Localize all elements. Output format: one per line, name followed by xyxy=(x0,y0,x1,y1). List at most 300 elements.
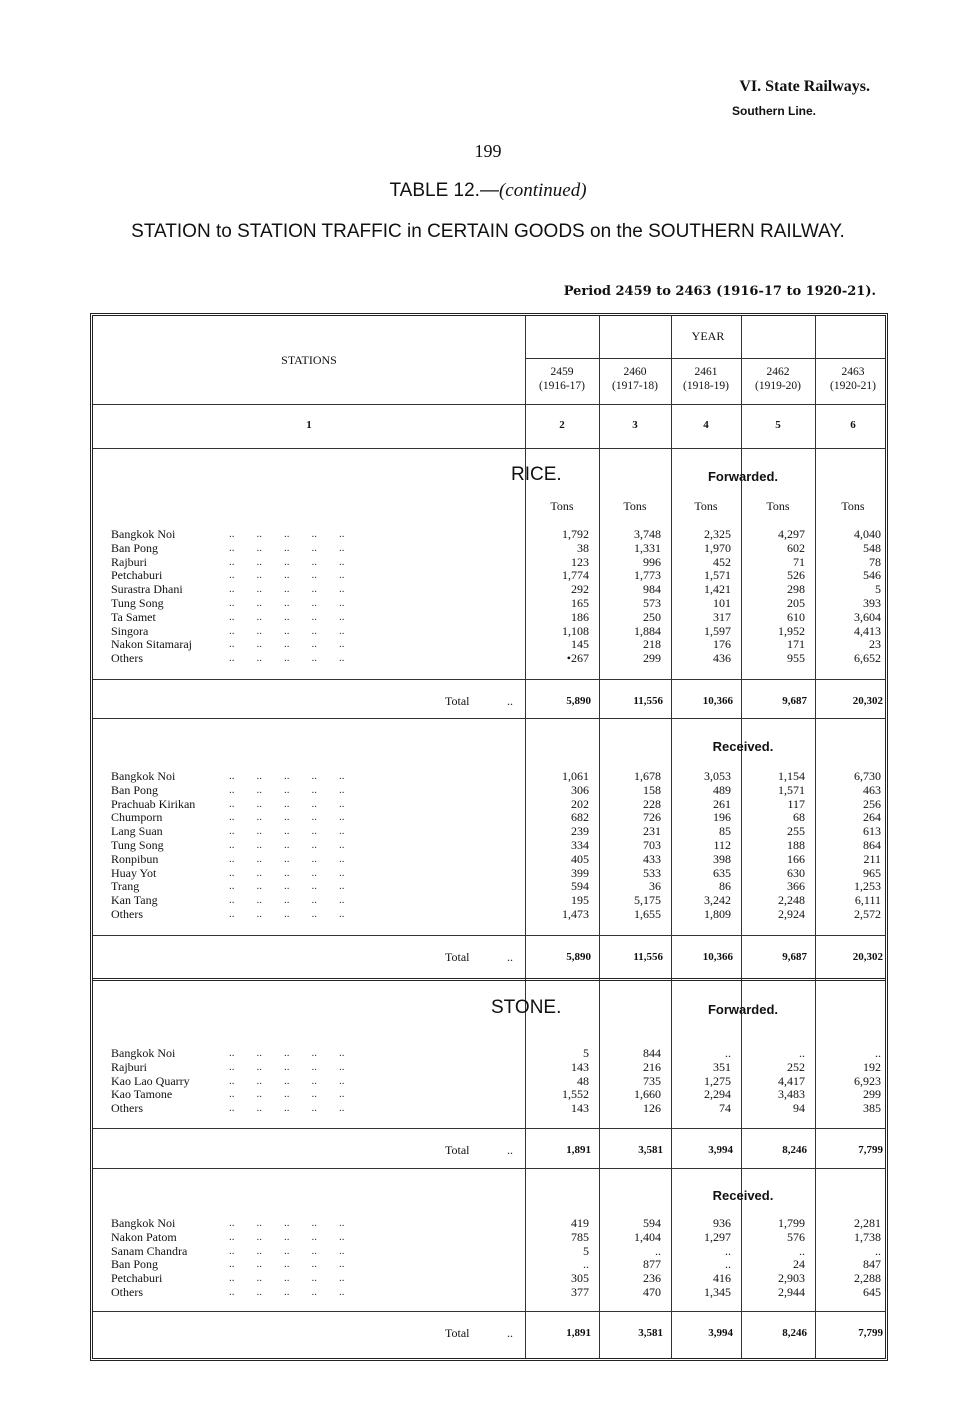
traffic-value: 3,242 xyxy=(704,893,731,908)
traffic-value: 305 xyxy=(571,1271,589,1286)
traffic-value: 630 xyxy=(787,865,805,880)
traffic-value: 1,061 xyxy=(562,769,589,783)
row-divider xyxy=(93,448,885,449)
year-ce-heading: (1917-18) xyxy=(612,380,658,392)
total-label: Total xyxy=(445,1326,470,1340)
station-name: Nakon Patom xyxy=(111,1229,177,1244)
traffic-value: 1,597 xyxy=(704,623,731,638)
traffic-value: 101 xyxy=(713,596,731,610)
traffic-value: 436 xyxy=(713,651,731,666)
traffic-value: 205 xyxy=(787,596,805,610)
total-value: 20,302 xyxy=(852,951,883,963)
traffic-value: 236 xyxy=(643,1271,661,1286)
leader-dots: .. .. .. .. .. xyxy=(229,624,345,637)
total-value: 9,687 xyxy=(782,695,807,707)
station-name: Lang Suan xyxy=(111,824,163,839)
station-name: Ban Pong xyxy=(111,1257,159,1272)
traffic-value: •267 xyxy=(566,651,589,666)
year-header: YEAR xyxy=(691,329,725,343)
traffic-value: 2,944 xyxy=(778,1285,805,1299)
leader-dots: .. .. .. .. .. xyxy=(229,597,345,609)
total-value: 11,556 xyxy=(633,951,663,963)
traffic-value: 1,571 xyxy=(704,568,731,583)
traffic-value: 196 xyxy=(713,810,731,825)
row-divider xyxy=(93,935,885,936)
unit-label: Tons xyxy=(550,499,574,513)
traffic-value: 463 xyxy=(863,782,881,797)
traffic-value: 239 xyxy=(571,824,589,839)
year-heading: 2463 xyxy=(841,366,865,378)
leader-dots: .. .. .. .. .. xyxy=(229,1258,345,1271)
traffic-value: 306 xyxy=(571,782,589,797)
leader-dots: .. .. .. .. .. xyxy=(229,1230,345,1243)
leader-dots: .. .. .. .. .. xyxy=(229,894,345,907)
station-name: Kao Lao Quarry xyxy=(111,1073,190,1088)
traffic-value: 405 xyxy=(571,851,589,866)
station-name: Kao Tamone xyxy=(111,1087,173,1102)
leader-dots: .. .. .. .. .. xyxy=(229,866,345,879)
stations-header: STATIONS xyxy=(281,353,337,367)
traffic-value: 4,417 xyxy=(778,1073,805,1088)
total-value: 8,246 xyxy=(782,1327,807,1339)
traffic-value: 250 xyxy=(643,609,661,624)
traffic-value: 231 xyxy=(643,824,661,839)
traffic-value: 85 xyxy=(719,824,731,839)
column-number: 1 xyxy=(306,419,312,431)
traffic-value: 38 xyxy=(577,540,589,555)
total-label: Total xyxy=(445,1143,470,1157)
leader-dots: .. .. .. .. .. xyxy=(229,638,345,651)
traffic-value: 48 xyxy=(577,1073,589,1088)
year-heading: 2460 xyxy=(623,366,647,378)
station-name: Tung Song xyxy=(111,596,164,610)
traffic-value: 996 xyxy=(643,554,661,569)
unit-label: Tons xyxy=(694,499,718,513)
traffic-value: 2,903 xyxy=(778,1271,805,1286)
traffic-value: 195 xyxy=(571,893,589,908)
row-divider xyxy=(93,718,885,719)
traffic-value: 1,552 xyxy=(562,1087,589,1102)
total-label: Total xyxy=(445,694,470,708)
traffic-value: 1,884 xyxy=(634,623,661,638)
traffic-value: .. xyxy=(725,1046,731,1060)
traffic-value: 635 xyxy=(713,865,731,880)
traffic-value: 351 xyxy=(713,1059,731,1074)
traffic-value: 143 xyxy=(571,1059,589,1074)
column-number: 3 xyxy=(632,419,638,431)
station-name: Tung Song xyxy=(111,838,164,852)
total-value: 5,890 xyxy=(566,695,591,707)
traffic-value: 1,660 xyxy=(634,1087,661,1102)
traffic-value: 86 xyxy=(719,879,731,894)
traffic-value: 1,331 xyxy=(634,540,661,555)
station-name: Sanam Chandra xyxy=(111,1243,188,1258)
traffic-value: 1,154 xyxy=(778,769,805,783)
traffic-value: 192 xyxy=(863,1059,881,1074)
traffic-value: 264 xyxy=(863,810,881,825)
traffic-value: 377 xyxy=(571,1285,589,1299)
traffic-value: 176 xyxy=(713,637,731,652)
row-divider xyxy=(525,358,885,359)
station-name: Chumporn xyxy=(111,810,163,825)
traffic-value: 613 xyxy=(863,824,881,839)
leader-dots: .. .. .. .. .. xyxy=(229,1272,345,1285)
station-name: Others xyxy=(111,907,143,921)
traffic-value: 576 xyxy=(787,1229,805,1244)
leader-dots: .. .. .. .. .. xyxy=(229,583,345,596)
row-divider xyxy=(93,1128,885,1129)
station-name: Bangkok Noi xyxy=(111,527,176,541)
traffic-value: 2,288 xyxy=(854,1271,881,1286)
total-value: 10,366 xyxy=(702,695,733,707)
station-name: Ban Pong xyxy=(111,540,159,555)
traffic-value: 877 xyxy=(643,1257,661,1272)
traffic-value: .. xyxy=(655,1243,661,1258)
traffic-value: 2,294 xyxy=(704,1087,731,1102)
traffic-value: 256 xyxy=(863,796,881,811)
traffic-value: 71 xyxy=(793,554,805,569)
station-name: Huay Yot xyxy=(111,865,157,880)
column-number: 6 xyxy=(850,419,856,431)
total-value: 11,556 xyxy=(633,695,663,707)
traffic-value: 526 xyxy=(787,568,805,583)
traffic-value: 5 xyxy=(583,1243,589,1258)
traffic-value: 844 xyxy=(643,1046,661,1060)
year-ce-heading: (1916-17) xyxy=(539,380,585,392)
traffic-value: 936 xyxy=(713,1216,731,1230)
traffic-value: 726 xyxy=(643,810,661,825)
traffic-value: 1,952 xyxy=(778,623,805,638)
traffic-value: 2,281 xyxy=(854,1216,881,1230)
leader-dots: .. .. .. .. .. xyxy=(229,652,345,665)
traffic-value: 143 xyxy=(571,1101,589,1116)
leader-dots: .. .. .. .. .. xyxy=(229,825,345,838)
traffic-value: .. xyxy=(725,1243,731,1258)
traffic-value: 165 xyxy=(571,596,589,610)
traffic-value: 533 xyxy=(643,865,661,880)
traffic-value: 6,923 xyxy=(854,1073,881,1088)
traffic-table xyxy=(90,313,888,1361)
direction-label: Forwarded. xyxy=(707,1002,779,1017)
direction-label: Received. xyxy=(712,739,774,754)
station-name: Others xyxy=(111,1285,143,1299)
traffic-value: 4,413 xyxy=(854,623,881,638)
leader-dots: .. .. .. .. .. xyxy=(229,1102,345,1115)
traffic-value: 299 xyxy=(643,651,661,666)
traffic-value: 211 xyxy=(863,851,881,866)
traffic-value: 847 xyxy=(863,1257,881,1272)
total-value: 1,891 xyxy=(566,1144,591,1156)
year-ce-heading: (1918-19) xyxy=(683,380,729,392)
station-name: Ta Samet xyxy=(111,609,156,624)
traffic-value: 334 xyxy=(571,838,589,852)
traffic-value: 1,678 xyxy=(634,769,661,783)
commodity-title: STONE. xyxy=(491,997,562,1018)
main-title: STATION to STATION TRAFFIC in CERTAIN GOODS on the SOUTHERN RAILWAY. xyxy=(131,221,845,242)
total-value: 7,799 xyxy=(858,1327,883,1339)
traffic-value: 2,572 xyxy=(854,907,881,921)
traffic-value: 1,792 xyxy=(562,527,589,541)
traffic-value: 366 xyxy=(787,879,805,894)
traffic-value: 261 xyxy=(713,796,731,811)
traffic-value: 1,774 xyxy=(562,568,589,583)
traffic-value: 3,483 xyxy=(778,1087,805,1102)
commodity-title: RICE. xyxy=(511,464,562,485)
traffic-value: 1,738 xyxy=(854,1229,881,1244)
station-name: Rajburi xyxy=(111,1059,147,1074)
station-name: Surastra Dhani xyxy=(111,582,183,597)
traffic-value: 23 xyxy=(869,637,881,652)
station-name: Bangkok Noi xyxy=(111,1216,176,1230)
traffic-value: 36 xyxy=(649,879,661,894)
leader-dots: .. .. .. .. .. xyxy=(229,839,345,851)
leader-dots: .. .. .. .. .. xyxy=(229,1217,345,1229)
traffic-value: 1,404 xyxy=(634,1229,661,1244)
traffic-value: 6,652 xyxy=(854,651,881,666)
traffic-value: 3,604 xyxy=(854,609,881,624)
station-name: Nakon Sitamaraj xyxy=(111,637,192,652)
leader-dots: .. .. .. .. .. xyxy=(229,569,345,582)
traffic-value: 1,970 xyxy=(704,540,731,555)
traffic-value: 298 xyxy=(787,582,805,597)
leader-dots: .. .. .. .. .. xyxy=(229,880,345,893)
traffic-value: 1,773 xyxy=(634,568,661,583)
traffic-value: 94 xyxy=(793,1101,805,1116)
traffic-value: 398 xyxy=(713,851,731,866)
traffic-value: 228 xyxy=(643,796,661,811)
leader-dots: .. .. .. .. .. xyxy=(229,811,345,824)
subsection-heading: Southern Line. xyxy=(732,104,816,118)
traffic-value: 3,053 xyxy=(704,769,731,783)
traffic-value: 594 xyxy=(643,1216,661,1230)
traffic-value: 145 xyxy=(571,637,589,652)
traffic-value: 299 xyxy=(863,1087,881,1102)
traffic-value: 158 xyxy=(643,782,661,797)
leader-dots: .. .. .. .. .. xyxy=(229,770,345,782)
traffic-value: 1,275 xyxy=(704,1073,731,1088)
station-name: Petchaburi xyxy=(111,568,163,583)
total-label: Total xyxy=(445,950,470,964)
station-name: Bangkok Noi xyxy=(111,769,176,783)
traffic-value: .. xyxy=(875,1243,881,1258)
traffic-value: 123 xyxy=(571,554,589,569)
traffic-value: 1,799 xyxy=(778,1216,805,1230)
traffic-value: 5 xyxy=(875,582,881,597)
total-value: 20,302 xyxy=(852,695,883,707)
column-number: 5 xyxy=(775,419,781,431)
total-dots: .. xyxy=(507,950,513,964)
direction-label: Forwarded. xyxy=(707,469,779,484)
traffic-value: 433 xyxy=(643,851,661,866)
traffic-value: 452 xyxy=(713,554,731,569)
station-name: Trang xyxy=(111,879,140,894)
unit-label: Tons xyxy=(623,499,647,513)
traffic-value: 602 xyxy=(787,540,805,555)
station-name: Petchaburi xyxy=(111,1271,163,1286)
traffic-value: 2,924 xyxy=(778,907,805,921)
row-divider xyxy=(93,1311,885,1312)
station-name: Bangkok Noi xyxy=(111,1046,176,1060)
traffic-value: 682 xyxy=(571,810,589,825)
traffic-value: 399 xyxy=(571,865,589,880)
traffic-value: 1,297 xyxy=(704,1229,731,1244)
column-number: 4 xyxy=(703,419,709,431)
leader-dots: .. .. .. .. .. xyxy=(229,797,345,810)
traffic-value: 117 xyxy=(787,796,805,811)
traffic-value: 965 xyxy=(863,865,881,880)
leader-dots: .. .. .. .. .. xyxy=(229,1286,345,1298)
traffic-value: 216 xyxy=(643,1059,661,1074)
total-value: 3,581 xyxy=(638,1327,663,1339)
traffic-value: 2,325 xyxy=(704,527,731,541)
station-name: Prachuab Kirikan xyxy=(111,796,196,811)
traffic-value: 112 xyxy=(713,838,731,852)
leader-dots: .. .. .. .. .. xyxy=(229,852,345,865)
traffic-value: 5 xyxy=(583,1046,589,1060)
total-value: 5,890 xyxy=(566,951,591,963)
traffic-value: 470 xyxy=(643,1285,661,1299)
station-name: Others xyxy=(111,651,143,666)
period-note: Period 2459 to 2463 (1916-17 to 1920-21). xyxy=(563,284,876,299)
traffic-value: 1,655 xyxy=(634,907,661,921)
total-value: 8,246 xyxy=(782,1144,807,1156)
table-title-main: TABLE 12.— xyxy=(389,180,499,201)
traffic-value: 6,111 xyxy=(854,893,881,908)
unit-label: Tons xyxy=(841,499,865,513)
leader-dots: .. .. .. .. .. xyxy=(229,610,345,623)
traffic-value: 4,040 xyxy=(854,527,881,541)
traffic-value: 489 xyxy=(713,782,731,797)
traffic-value: 548 xyxy=(863,540,881,555)
total-value: 1,891 xyxy=(566,1327,591,1339)
traffic-value: 419 xyxy=(571,1216,589,1230)
traffic-value: 126 xyxy=(643,1101,661,1116)
traffic-value: 1,571 xyxy=(778,782,805,797)
traffic-value: 1,421 xyxy=(704,582,731,597)
traffic-value: 24 xyxy=(793,1257,805,1272)
traffic-value: 74 xyxy=(719,1101,731,1116)
table-title xyxy=(0,180,976,202)
leader-dots: .. .. .. .. .. xyxy=(229,1088,345,1101)
traffic-value: .. xyxy=(725,1257,731,1272)
traffic-value: 385 xyxy=(863,1101,881,1116)
table-title-continued: (continued) xyxy=(498,180,587,201)
traffic-value: 610 xyxy=(787,609,805,624)
traffic-value: 5,175 xyxy=(634,893,661,908)
traffic-value: 2,248 xyxy=(778,893,805,908)
leader-dots: .. .. .. .. .. xyxy=(229,783,345,796)
total-dots: .. xyxy=(507,1143,513,1157)
total-value: 9,687 xyxy=(782,951,807,963)
year-ce-heading: (1919-20) xyxy=(755,380,801,392)
year-heading: 2461 xyxy=(694,366,718,378)
traffic-value: .. xyxy=(799,1243,805,1258)
traffic-value: 252 xyxy=(787,1059,805,1074)
traffic-value: 68 xyxy=(793,810,805,825)
page-number: 199 xyxy=(474,141,502,161)
total-value: 10,366 xyxy=(702,951,733,963)
traffic-value: 292 xyxy=(571,582,589,597)
row-divider xyxy=(93,404,885,405)
direction-label: Received. xyxy=(712,1188,774,1203)
traffic-value: 703 xyxy=(643,838,661,852)
traffic-value: 317 xyxy=(713,609,731,624)
traffic-value: 186 xyxy=(571,609,589,624)
station-name: Others xyxy=(111,1101,143,1116)
total-value: 7,799 xyxy=(858,1144,883,1156)
traffic-value: 4,297 xyxy=(778,527,805,541)
year-ce-heading: (1920-21) xyxy=(830,380,876,392)
traffic-value: 171 xyxy=(787,637,805,652)
station-name: Kan Tang xyxy=(111,893,158,908)
traffic-value: 6,730 xyxy=(854,769,881,783)
total-value: 3,581 xyxy=(638,1144,663,1156)
traffic-value: .. xyxy=(875,1046,881,1060)
total-dots: .. xyxy=(507,694,513,708)
row-divider xyxy=(93,1168,885,1169)
traffic-value: 594 xyxy=(571,879,589,894)
unit-label: Tons xyxy=(766,499,790,513)
column-number: 2 xyxy=(559,419,565,431)
traffic-value: 955 xyxy=(787,651,805,666)
total-value: 3,994 xyxy=(708,1144,733,1156)
traffic-value: 202 xyxy=(571,796,589,811)
leader-dots: .. .. .. .. .. xyxy=(229,1074,345,1087)
traffic-value: 1,108 xyxy=(562,623,589,638)
station-name: Singora xyxy=(111,623,149,638)
row-divider xyxy=(93,679,885,680)
year-heading: 2462 xyxy=(766,366,790,378)
leader-dots: .. .. .. .. .. xyxy=(229,1060,345,1073)
leader-dots: .. .. .. .. .. xyxy=(229,908,345,920)
station-name: Rajburi xyxy=(111,554,147,569)
traffic-value: 255 xyxy=(787,824,805,839)
traffic-value: 188 xyxy=(787,838,805,852)
total-value: 3,994 xyxy=(708,1327,733,1339)
year-heading: 2459 xyxy=(550,366,574,378)
station-name: Ban Pong xyxy=(111,782,159,797)
traffic-value: 785 xyxy=(571,1229,589,1244)
station-name: Ronpibun xyxy=(111,851,159,866)
traffic-value: 393 xyxy=(863,596,881,610)
section-heading: VI. State Railways. xyxy=(739,78,870,95)
row-divider xyxy=(93,978,885,981)
traffic-value: 218 xyxy=(643,637,661,652)
traffic-value: 645 xyxy=(863,1285,881,1299)
total-dots: .. xyxy=(507,1326,513,1340)
traffic-value: 1,809 xyxy=(704,907,731,921)
traffic-value: 984 xyxy=(643,582,661,597)
traffic-value: 573 xyxy=(643,596,661,610)
traffic-value: 416 xyxy=(713,1271,731,1286)
traffic-value: 3,748 xyxy=(634,527,661,541)
traffic-value: 735 xyxy=(643,1073,661,1088)
traffic-value: .. xyxy=(583,1257,589,1272)
leader-dots: .. .. .. .. .. xyxy=(229,528,345,540)
traffic-value: 1,473 xyxy=(562,907,589,921)
traffic-value: 166 xyxy=(787,851,805,866)
leader-dots: .. .. .. .. .. xyxy=(229,555,345,568)
traffic-value: .. xyxy=(799,1046,805,1060)
leader-dots: .. .. .. .. .. xyxy=(229,541,345,554)
traffic-value: 1,345 xyxy=(704,1285,731,1299)
leader-dots: .. .. .. .. .. xyxy=(229,1047,345,1059)
traffic-value: 1,253 xyxy=(854,879,881,894)
traffic-value: 78 xyxy=(869,554,881,569)
traffic-value: 546 xyxy=(863,568,881,583)
traffic-value: 864 xyxy=(863,838,881,852)
leader-dots: .. .. .. .. .. xyxy=(229,1244,345,1257)
